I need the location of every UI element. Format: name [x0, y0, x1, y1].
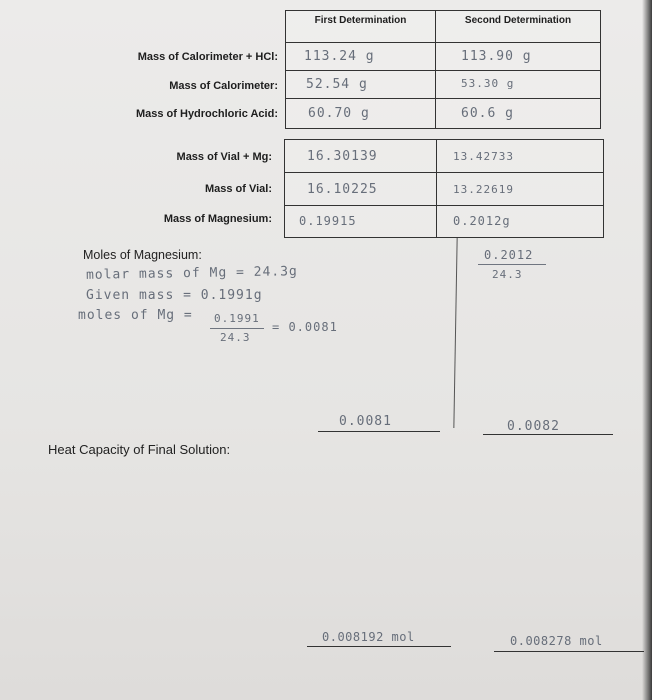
moles-answer-second-line	[483, 434, 613, 435]
work-result: = 0.0081	[272, 320, 338, 334]
label-mass-vial-mg: Mass of Vial + Mg:	[176, 151, 272, 163]
table1-row1-second: 113.90 g	[436, 43, 600, 71]
table1-row1-first: 113.24 g	[286, 43, 436, 71]
work-molar-mass: molar mass of Mg = 24.3g	[85, 264, 298, 283]
table2-row2-first: 16.10225	[285, 173, 437, 206]
label-mass-calorimeter-hcl: Mass of Calorimeter + HCl:	[137, 51, 278, 63]
moles-answer-first: 0.0081	[339, 414, 392, 429]
header-second-determination: Second Determination	[436, 11, 600, 43]
table2-row1-second: 13.42733	[437, 140, 603, 173]
heat-answer-second: 0.008278 mol	[510, 634, 603, 648]
moles-of-magnesium-label: Moles of Magnesium:	[83, 248, 202, 262]
second-numerator: 0.2012	[484, 248, 534, 262]
table2-row3-second: 0.2012g	[453, 214, 511, 228]
work-fraction-numerator: 0.1991	[214, 312, 260, 325]
results-table-top	[285, 10, 601, 129]
pen-divider-line	[453, 238, 457, 428]
heat-capacity-label: Heat Capacity of Final Solution:	[48, 442, 231, 457]
table1-row3-first: 60.70 g	[286, 99, 436, 128]
photo-edge-shadow	[642, 0, 652, 700]
label-mass-hydrochloric-acid: Mass of Hydrochloric Acid:	[135, 108, 278, 120]
heat-answer-first: 0.008192 mol	[322, 630, 415, 644]
second-fraction-bar	[478, 264, 546, 265]
heat-answer-second-line	[494, 651, 644, 652]
work-fraction-bar	[210, 328, 264, 329]
table2-row3-first: 0.19915	[285, 206, 437, 237]
second-denominator: 24.3	[492, 268, 523, 281]
work-given-mass: Given mass = 0.1991g	[86, 288, 263, 303]
magnesium-table	[284, 139, 604, 238]
work-fraction-denominator: 24.3	[220, 331, 251, 344]
label-mass-calorimeter: Mass of Calorimeter:	[169, 80, 278, 92]
table2-row2-second: 13.22619	[437, 173, 603, 206]
label-mass-vial: Mass of Vial:	[204, 183, 272, 195]
table1-row2-second: 53.30 g	[436, 71, 600, 99]
table1-row2-first: 52.54 g	[286, 71, 436, 99]
table1-row3-second: 60.6 g	[461, 106, 514, 121]
table2-row1-first: 16.30139	[285, 140, 437, 173]
header-first-determination: First Determination	[286, 11, 436, 43]
label-mass-magnesium: Mass of Magnesium:	[163, 213, 272, 225]
work-moles-prefix: moles of Mg =	[78, 308, 193, 323]
moles-answer-second: 0.0082	[507, 419, 560, 434]
moles-answer-first-line	[318, 431, 440, 432]
heat-answer-first-line	[307, 646, 451, 647]
